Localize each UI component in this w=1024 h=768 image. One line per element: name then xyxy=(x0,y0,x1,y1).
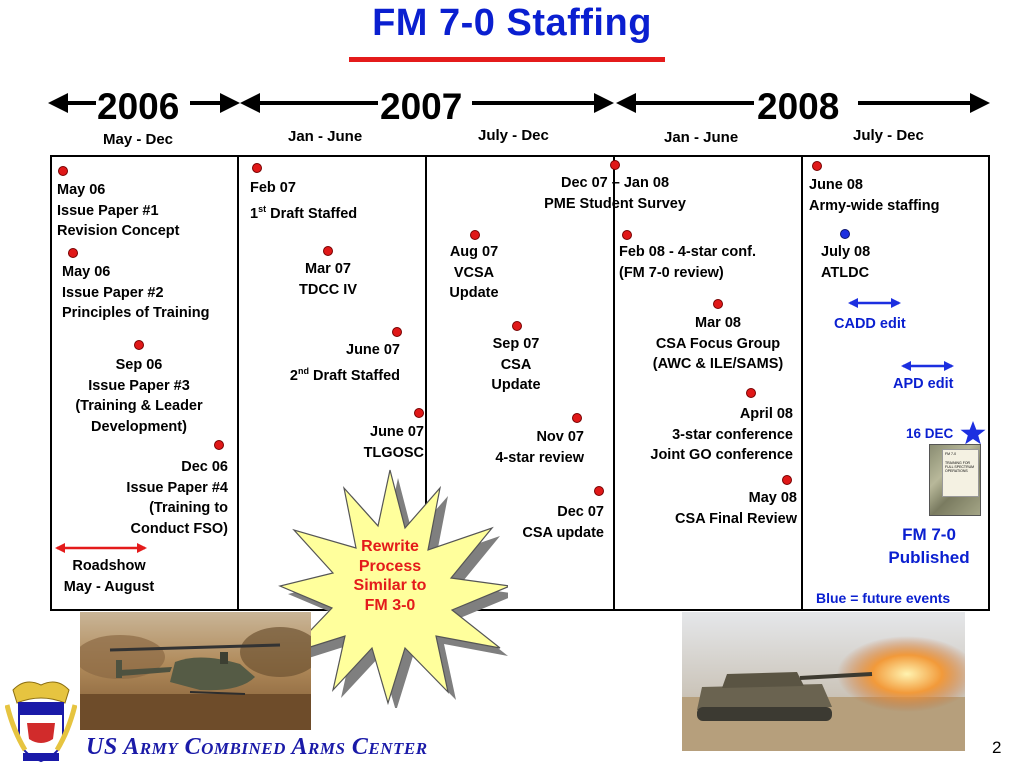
future-event-marker xyxy=(840,229,850,239)
event-marker xyxy=(470,230,480,240)
event-may08-final: May 08 CSA Final Review xyxy=(675,490,797,527)
event-marker xyxy=(134,340,144,350)
event-dec07-csa: Dec 07 CSA update xyxy=(522,504,604,541)
event-feb07-draft1: Feb 07 1st Draft Staffed xyxy=(250,180,358,222)
fm-manual-cover-image: FM 7-0 TRAINING FOR FULL SPECTRUM OPERATIONS xyxy=(929,444,981,516)
event-apr08-conf: April 08 3-star conference Joint GO conference xyxy=(650,406,793,463)
event-marker xyxy=(746,388,756,398)
event-marker xyxy=(782,475,792,485)
title-underline xyxy=(349,57,665,62)
fm70-published-label: FM 7-0 Published xyxy=(888,525,970,567)
event-marker xyxy=(512,321,522,331)
event-roadshow: Roadshow May - August xyxy=(63,558,155,595)
event-marker xyxy=(58,166,68,176)
event-marker xyxy=(594,486,604,496)
event-sep07-csa: Sep 07 CSA Update xyxy=(491,336,541,393)
event-marker xyxy=(610,160,620,170)
event-marker xyxy=(68,248,78,258)
event-jun07-tlgosc: June 07 TLGOSC xyxy=(363,424,424,461)
page-number: 2 xyxy=(992,738,1002,757)
tank-photo xyxy=(682,612,965,751)
event-feb08-4star: Feb 08 - 4-star conf. (FM 7-0 review) xyxy=(619,244,756,281)
legend-text: Blue = future events xyxy=(816,590,951,606)
column-divider xyxy=(613,155,615,611)
event-jun07-draft2: June 07 2nd Draft Staffed xyxy=(289,342,400,384)
event-marker xyxy=(252,163,262,173)
rewrite-callout-text: Rewrite Process Similar to FM 3-0 xyxy=(353,538,427,614)
event-marker xyxy=(414,408,424,418)
year-2006: 2006 xyxy=(97,86,180,127)
army-crest-icon xyxy=(5,675,77,765)
event-pme-survey: Dec 07 – Jan 08 PME Student Survey xyxy=(544,175,686,212)
event-dec06-ip4: Dec 06 Issue Paper #4 (Training to Conduct FSO) xyxy=(126,459,228,537)
event-may06-ip1: May 06 Issue Paper #1 Revision Concept xyxy=(57,182,180,239)
dec16-label: 16 DEC xyxy=(906,426,954,441)
period-label: July - Dec xyxy=(853,127,924,144)
double-arrow-icon xyxy=(52,540,152,556)
event-marker xyxy=(622,230,632,240)
event-mar07-tdcc: Mar 07 TDCC IV xyxy=(299,261,357,298)
event-marker xyxy=(392,327,402,337)
event-marker xyxy=(572,413,582,423)
event-mar08-focus: Mar 08 CSA Focus Group (AWC & ILE/SAMS) xyxy=(652,315,784,372)
event-nov07-4star: Nov 07 4-star review xyxy=(495,429,584,466)
period-label: May - Dec xyxy=(103,131,174,148)
column-divider xyxy=(237,155,239,611)
event-marker xyxy=(323,246,333,256)
event-marker xyxy=(713,299,723,309)
period-label: Jan - June xyxy=(288,128,363,145)
column-divider xyxy=(801,155,803,611)
event-jul08-atldc: July 08 ATLDC xyxy=(821,244,871,281)
year-2007: 2007 xyxy=(380,86,463,127)
org-name: US Army Combined Arms Center xyxy=(86,734,428,760)
period-label: Jan - June xyxy=(664,129,739,146)
page-title: FM 7-0 Staffing xyxy=(372,2,652,44)
period-label: July - Dec xyxy=(478,127,549,144)
event-marker xyxy=(812,161,822,171)
event-jun08-staffing: June 08 Army-wide staffing xyxy=(809,177,940,214)
cadd-edit-label: CADD edit xyxy=(834,316,906,332)
apd-edit-label: APD edit xyxy=(893,376,954,392)
event-sep06-ip3: Sep 06 Issue Paper #3 (Training & Leader Development) xyxy=(75,357,203,435)
year-2008: 2008 xyxy=(757,86,840,127)
helicopter-photo xyxy=(80,612,311,730)
event-marker xyxy=(214,440,224,450)
double-arrow-icon xyxy=(846,296,904,310)
star-icon xyxy=(960,420,986,446)
event-may06-ip2: May 06 Issue Paper #2 Principles of Training xyxy=(62,264,210,321)
double-arrow-icon xyxy=(899,359,957,373)
event-aug07-vcsa: Aug 07 VCSA Update xyxy=(449,244,499,301)
